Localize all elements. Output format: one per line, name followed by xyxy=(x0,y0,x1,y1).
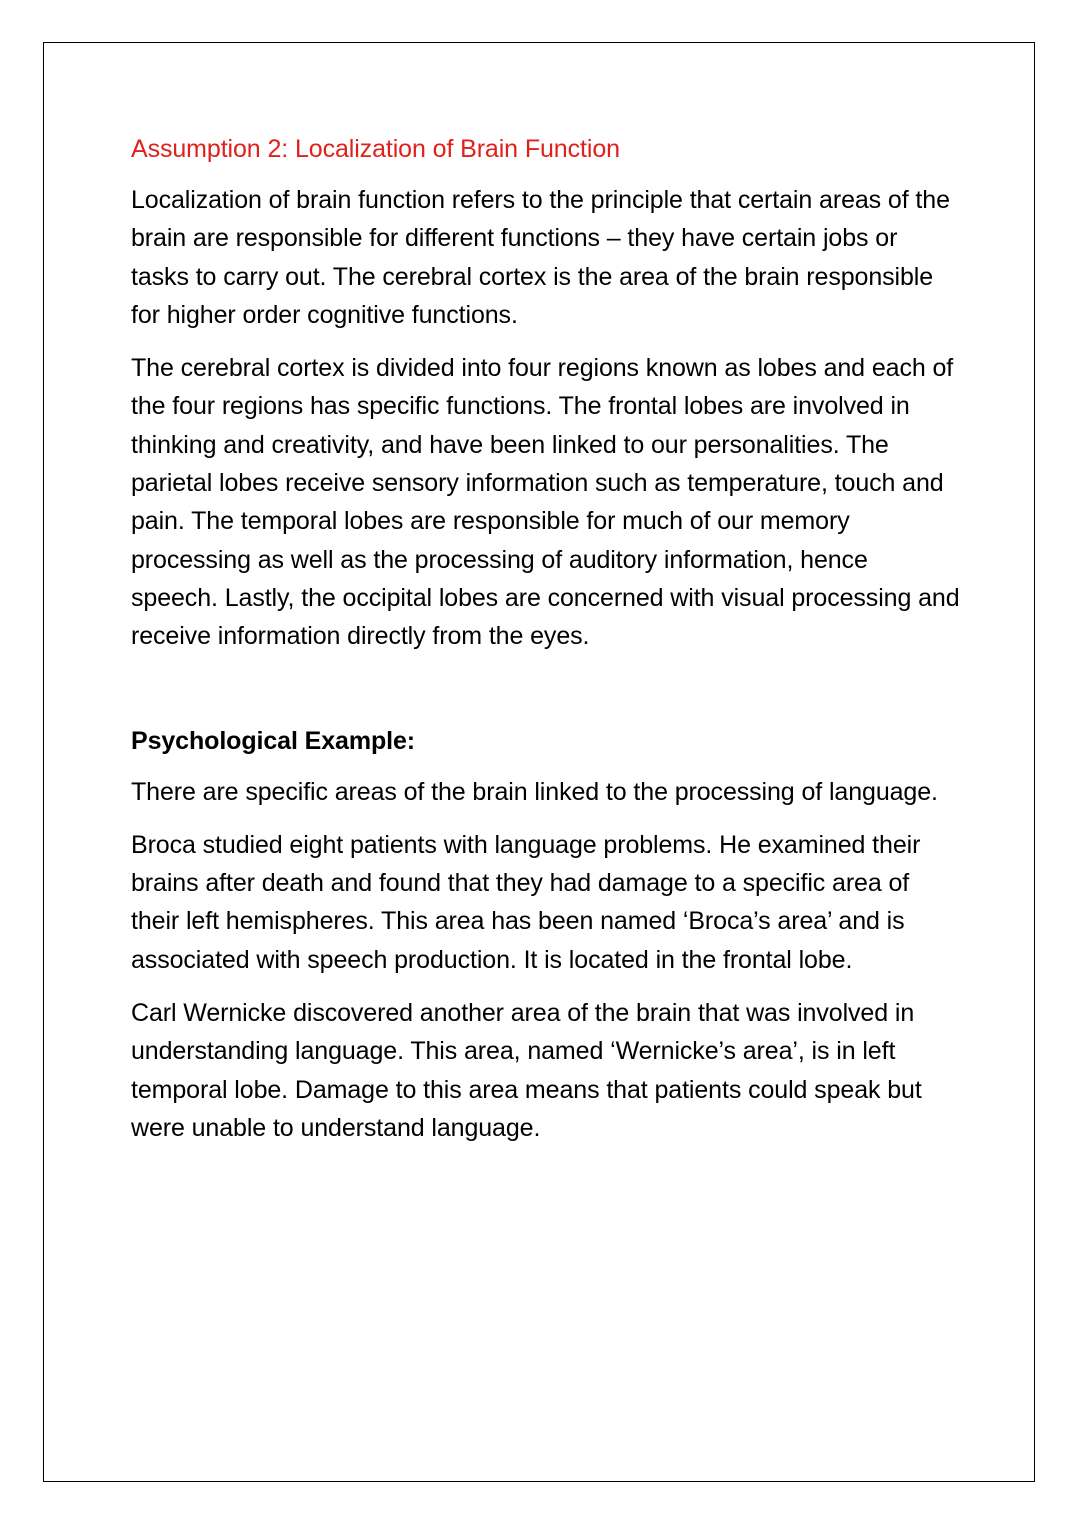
section-heading: Assumption 2: Localization of Brain Function xyxy=(131,135,620,163)
paragraph-broca: Broca studied eight patients with language problems. He examined their brains after death and found that they had damage to a specific area of their left hemispheres. This area has been named ‘Broca’s area’ and is associated with speech production. It is located in the frontal lobe. xyxy=(131,830,921,974)
document-body xyxy=(131,131,961,1162)
paragraph-cortex-lobes: The cerebral cortex is divided into four regions known as lobes and each of the four regions has specific functions. The frontal lobes are involved in thinking and creativity, and have been linked to our personalities. The parietal lobes receive sensory information such as temperature, touch and pain. The temporal lobes are responsible for much of our memory processing as well as the processing of auditory information, hence speech. Lastly, the occipital lobes are concerned with visual processing and receive information directly from the eyes. xyxy=(131,354,960,651)
section-spacer xyxy=(131,671,961,723)
paragraph-localization-definition: Localization of brain function refers to the principle that certain areas of the brain are responsible for different functions – they have certain jobs or tasks to carry out. The cerebral cortex is the area of the brain responsible for higher order cognitive functions. xyxy=(131,186,950,329)
paragraph-wernicke: Carl Wernicke discovered another area of the brain that was involved in understanding language. This area, named ‘Wernicke’s area’, is in left temporal lobe. Damage to this area means that patients could speak but were unable to understand language. xyxy=(131,999,922,1142)
paragraph-language-areas: There are specific areas of the brain linked to the processing of language. xyxy=(131,777,938,806)
example-subheading: Psychological Example: xyxy=(131,726,416,755)
